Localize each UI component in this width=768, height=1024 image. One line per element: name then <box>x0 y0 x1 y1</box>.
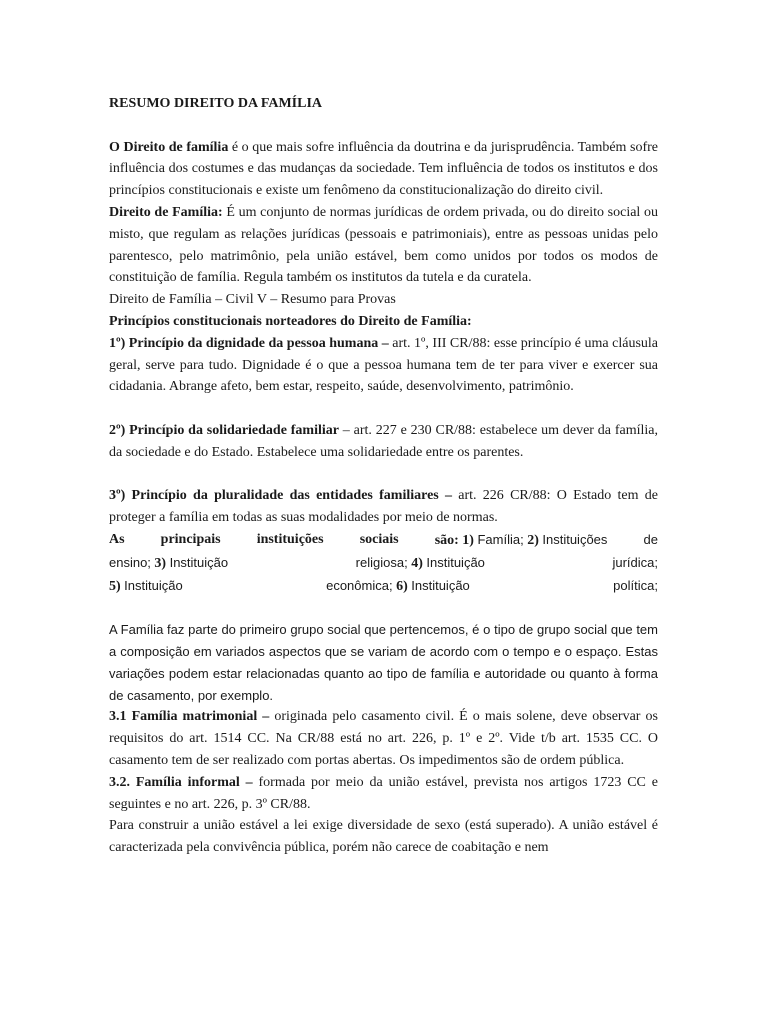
paragraph-text: – art. 227 e 230 CR/88: estabelece um dever da família, da sociedade e do Estado. Estabelece uma solidariedade entre os parentes. <box>109 422 658 460</box>
paragraph-text: art. 226 CR/88: O Estado tem de proteger a família em todas as suas modalidades por meio de normas. <box>109 488 658 526</box>
document-title: RESUMO DIREITO DA FAMÍLIA <box>109 96 323 111</box>
paragraph-principle-1 <box>109 333 658 398</box>
institutions-line-2: ensino; 3) Instituição religiosa; 4) Instituição jurídica; <box>109 554 658 571</box>
paragraph-family-group: A Família faz parte do primeiro grupo social que pertencemos, é o tipo de grupo social que tem a composição em variados aspectos que se variam de acordo com o tempo e o espaço. Estas variações podem estar relacionadas quanto ao tipo de família e autoridade ou quanto à forma de casamento, por exemplo. <box>109 622 658 703</box>
bold-lead: 3.2. Família informal – <box>109 774 253 790</box>
paragraph-intro <box>109 137 658 202</box>
institutions-line-3: 5) Instituição econômica; 6) Instituição política; <box>109 577 658 594</box>
document-body <box>109 93 658 859</box>
section-heading-principles: Princípios constitucionais norteadores do Direito de Família: <box>109 313 472 329</box>
paragraph-principle-2 <box>109 420 658 464</box>
paragraph-text: originada pelo casamento civil. É o mais solene, deve observar os requisitos do art. 1514 CC. Na CR/88 está no art. 226, p. 1º e 2º. Vide t/b art. 1535 CC. O casamento tem de ser realizado com portas abertas. Os impedimentos são de ordem pública. <box>109 709 658 768</box>
paragraph-text: formada por meio da união estável, prevista nos artigos 1723 CC e seguintes e no art. 226, p. 3º CR/88. <box>109 774 658 812</box>
paragraph-subtitle: Direito de Família – Civil V – Resumo para Provas <box>109 292 396 308</box>
institutions-line-1: As principais instituições sociais são: 1) Família; 2) Instituições de <box>109 531 658 548</box>
paragraph-matrimonial <box>109 706 658 771</box>
bold-lead: Direito de Família: <box>109 204 223 220</box>
bold-lead: 3.1 Família matrimonial – <box>109 709 270 725</box>
paragraph-definition <box>109 202 658 289</box>
paragraph-text: art. 1º, III CR/88: esse princípio é uma cláusula geral, serve para tudo. Dignidade é o que a pessoa humana tem de ter para viver e exercer sua cidadania. Abrange afeto, bem estar, respeito, saúde, desenvolvimento, patrimônio. <box>109 335 658 395</box>
paragraph-informal <box>109 772 658 816</box>
bold-lead: 1º) Princípio da dignidade da pessoa humana – <box>109 335 389 351</box>
paragraph-principle-3 <box>109 485 658 529</box>
bold-lead: 3º) Princípio da pluralidade das entidades familiares – <box>109 488 453 504</box>
paragraph-union: Para construir a união estável a lei exige diversidade de sexo (está superado). A união estável é caracterizada pela convivência pública, porém não carece de coabitação e nem <box>109 818 658 856</box>
paragraph-text: É um conjunto de normas jurídicas de ordem privada, ou do direito social ou misto, que regulam as relações jurídicas (pessoais e patrimoniais), entre as pessoas unidas pelo parentesco, pelo matrimônio, pela união estável, bem como unidos por todos os modos de constituição de família. Regula também os institutos da tutela e da curatela. <box>109 204 658 286</box>
bold-lead: O Direito de família <box>109 139 229 155</box>
paragraph-text: é o que mais sofre influência da doutrina e da jurisprudência. Também sofre influência dos costumes e das mudanças da sociedade. Tem influência de todos os institutos e dos princípios constitucionais e existe um fenômeno da constitucionalização do direito civil. <box>109 139 658 199</box>
bold-lead: 2º) Princípio da solidariedade familiar <box>109 422 339 438</box>
